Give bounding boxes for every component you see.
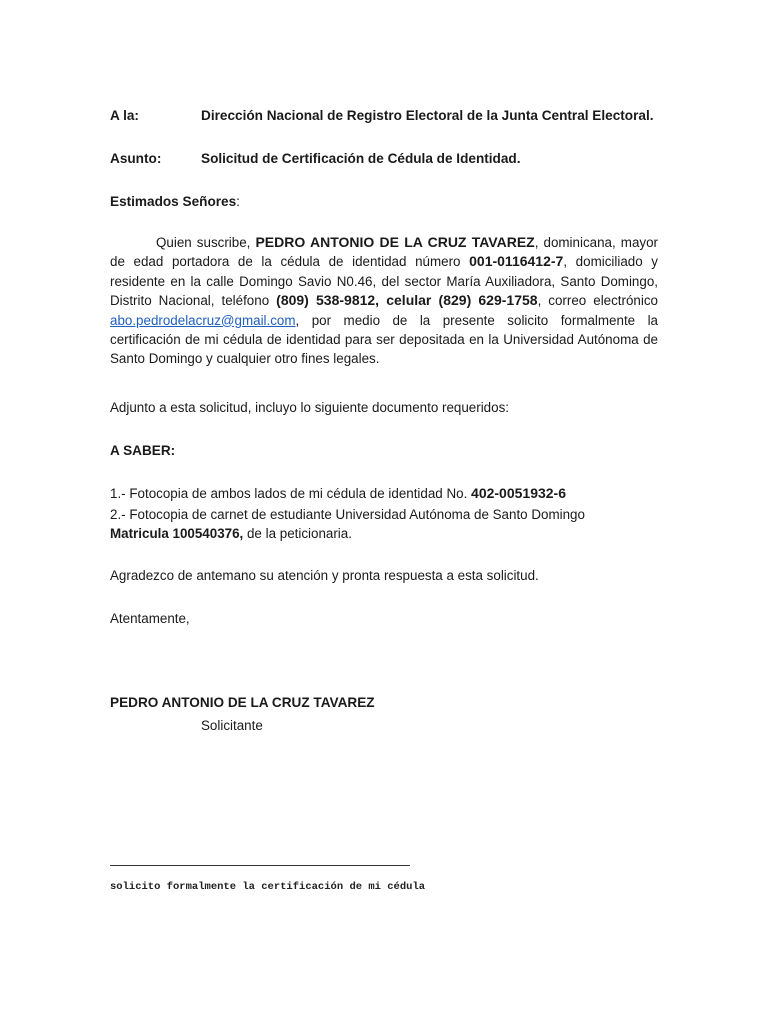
thanks-line: Agradezco de antemano su atención y pronta respuesta a esta solicitud. [110, 568, 539, 583]
phone-numbers: (809) 538-9812, celular (829) 629-1758 [276, 292, 538, 309]
cedula-number: 001-0116412-7 [469, 253, 564, 270]
paragraph-part-b: , domiciliado y residente en la calle Domingo Savio N0.46, del sector María Auxiliadora, Santo Domingo, Distrito Nacional, teléfono [110, 254, 658, 309]
subject-value: Solicitud de Certificación de Cédula de Identidad. [201, 151, 521, 166]
item2-text: 2.- Fotocopia de carnet de estudiante Universidad Autónoma de Santo Domingo [110, 507, 585, 522]
list-item [110, 505, 670, 544]
paragraph-part-d: , por medio de la presente solicito formalmente la certificación de mi cédula de identidad para ser depositada en la Universidad Autónoma de Santo Domingo y cualquier otro fines legales. [110, 312, 658, 367]
applicant-name: PEDRO ANTONIO DE LA CRUZ TAVAREZ [255, 234, 535, 250]
list-item [110, 484, 566, 503]
item1-text: 1.- Fotocopia de ambos lados de mi cédula de identidad No. [110, 486, 472, 501]
greeting-text: Estimados Señores [110, 194, 237, 209]
signature-name: PEDRO ANTONIO DE LA CRUZ TAVAREZ [110, 695, 375, 710]
to-label: A la: [110, 108, 139, 123]
signature-role: Solicitante [201, 718, 263, 733]
body-paragraph [110, 233, 658, 369]
item1-id: 402-0051932-6 [471, 485, 567, 501]
email-link[interactable]: abo.pedrodelacruz@gmail.com [110, 312, 296, 328]
paragraph-part-c: , correo electrónico [537, 293, 658, 309]
item2-matricula: Matricula 100540376, [110, 526, 244, 542]
closing-line: Atentamente, [110, 611, 190, 626]
paragraph-part-a: , dominicana, mayor de edad portadora de la cédula de identidad número [110, 235, 658, 270]
intro-text: Quien suscribe, [156, 235, 256, 250]
attachments-intro: Adjunto a esta solicitud, incluyo lo siguiente documento requeridos: [110, 400, 509, 415]
footer-note: solicito formalmente la certificación de mi cédula [110, 881, 426, 893]
subject-label: Asunto: [110, 151, 162, 166]
item2-tail: de la peticionaria. [243, 526, 352, 542]
a-saber-heading: A SABER: [110, 443, 176, 458]
greeting [110, 192, 240, 211]
greeting-colon: : [236, 194, 240, 209]
footer-divider [110, 865, 410, 866]
to-value: Dirección Nacional de Registro Electoral de la Junta Central Electoral. [201, 108, 654, 123]
